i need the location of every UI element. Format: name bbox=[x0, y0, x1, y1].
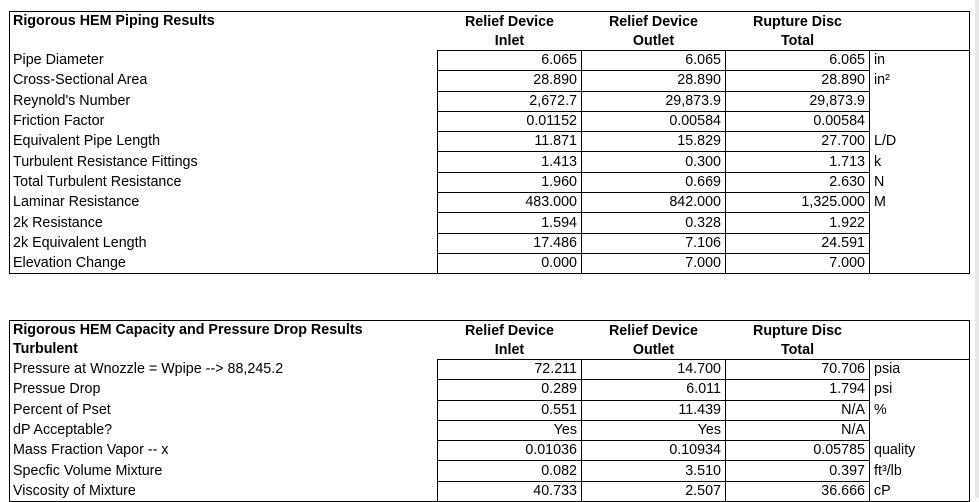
table-row bbox=[10, 380, 970, 400]
inlet-value: 17.486 bbox=[438, 233, 582, 253]
row-label: Specfic Volume Mixture bbox=[10, 461, 438, 481]
outlet-value: 6.065 bbox=[582, 51, 726, 71]
unit-label: cP bbox=[870, 481, 970, 501]
table-row bbox=[10, 253, 970, 273]
capacity-results-title: Rigorous HEM Capacity and Pressure Drop Results bbox=[10, 321, 438, 341]
row-label: Cross-Sectional Area bbox=[10, 71, 438, 91]
unit-label bbox=[870, 233, 970, 253]
header-outlet-line1: Relief Device bbox=[582, 12, 726, 32]
unit-label: in² bbox=[870, 71, 970, 91]
table-row bbox=[10, 481, 970, 501]
outlet-value: 7.000 bbox=[582, 253, 726, 273]
unit-label bbox=[870, 213, 970, 233]
total-value: 0.397 bbox=[726, 461, 870, 481]
total-value: 70.706 bbox=[726, 360, 870, 380]
inlet-value: 0.01152 bbox=[438, 111, 582, 131]
total-value: N/A bbox=[726, 420, 870, 440]
row-label: Laminar Resistance bbox=[10, 193, 438, 213]
inlet-value: 40.733 bbox=[438, 481, 582, 501]
total-value: 2.630 bbox=[726, 172, 870, 192]
outlet-value: 28.890 bbox=[582, 71, 726, 91]
inlet-value: 2,672.7 bbox=[438, 91, 582, 111]
total-value: 0.05785 bbox=[726, 441, 870, 461]
table-row bbox=[10, 172, 970, 192]
header-total-line2: Total bbox=[780, 341, 815, 358]
unit-label: quality bbox=[870, 441, 970, 461]
outlet-value: 2.507 bbox=[582, 481, 726, 501]
outlet-value: Yes bbox=[582, 420, 726, 440]
header-inlet-line1: Relief Device bbox=[438, 12, 582, 32]
table-row bbox=[10, 132, 970, 152]
unit-label: N bbox=[870, 172, 970, 192]
unit-label: L/D bbox=[870, 132, 970, 152]
row-label: 2k Equivalent Length bbox=[10, 233, 438, 253]
total-value: 0.00584 bbox=[726, 111, 870, 131]
piping-results-title: Rigorous HEM Piping Results bbox=[10, 12, 438, 32]
table-row bbox=[10, 91, 970, 111]
row-label: Total Turbulent Resistance bbox=[10, 172, 438, 192]
total-value: 1.713 bbox=[726, 152, 870, 172]
table-row bbox=[10, 233, 970, 253]
unit-label: ft³/lb bbox=[870, 461, 970, 481]
row-label: Friction Factor bbox=[10, 111, 438, 131]
inlet-value: 1.594 bbox=[438, 213, 582, 233]
unit-label bbox=[870, 111, 970, 131]
inlet-value: 1.413 bbox=[438, 152, 582, 172]
inlet-value: 483.000 bbox=[438, 193, 582, 213]
outlet-value: 0.10934 bbox=[582, 441, 726, 461]
unit-label: psia bbox=[870, 360, 970, 380]
header-inlet-line2: Inlet bbox=[494, 32, 525, 49]
capacity-results-table bbox=[9, 320, 969, 502]
table-row bbox=[10, 152, 970, 172]
header-outlet-line2: Outlet bbox=[632, 341, 675, 358]
table-row bbox=[10, 420, 970, 440]
capacity-results-subtitle: Turbulent bbox=[10, 340, 438, 360]
header-outlet-line2: Outlet bbox=[632, 32, 675, 49]
total-value: 7.000 bbox=[726, 253, 870, 273]
table-row bbox=[10, 400, 970, 420]
table-row bbox=[10, 441, 970, 461]
row-label: 2k Resistance bbox=[10, 213, 438, 233]
outlet-value: 14.700 bbox=[582, 360, 726, 380]
outlet-value: 7.106 bbox=[582, 233, 726, 253]
table-row bbox=[10, 461, 970, 481]
outlet-value: 0.300 bbox=[582, 152, 726, 172]
header-total-line2: Total bbox=[780, 32, 815, 49]
table-row bbox=[10, 360, 970, 380]
header-total-line1: Rupture Disc bbox=[726, 12, 870, 32]
inlet-value: Yes bbox=[438, 420, 582, 440]
row-label: Elevation Change bbox=[10, 253, 438, 273]
total-value: 36.666 bbox=[726, 481, 870, 501]
row-label: Equivalent Pipe Length bbox=[10, 132, 438, 152]
window-edge bbox=[975, 0, 979, 498]
table-row bbox=[10, 51, 970, 71]
unit-label: M bbox=[870, 193, 970, 213]
total-value: 6.065 bbox=[726, 51, 870, 71]
inlet-value: 11.871 bbox=[438, 132, 582, 152]
unit-label bbox=[870, 91, 970, 111]
outlet-value: 3.510 bbox=[582, 461, 726, 481]
inlet-value: 72.211 bbox=[438, 360, 582, 380]
header-inlet-line2: Inlet bbox=[494, 341, 525, 358]
inlet-value: 1.960 bbox=[438, 172, 582, 192]
table-row bbox=[10, 71, 970, 91]
total-value: N/A bbox=[726, 400, 870, 420]
outlet-value: 15.829 bbox=[582, 132, 726, 152]
row-label: Percent of Pset bbox=[10, 400, 438, 420]
inlet-value: 0.000 bbox=[438, 253, 582, 273]
header-outlet-line1: Relief Device bbox=[582, 321, 726, 341]
piping-results-table bbox=[9, 11, 969, 274]
outlet-value: 11.439 bbox=[582, 400, 726, 420]
inlet-value: 0.551 bbox=[438, 400, 582, 420]
total-value: 28.890 bbox=[726, 71, 870, 91]
outlet-value: 0.328 bbox=[582, 213, 726, 233]
outlet-value: 6.011 bbox=[582, 380, 726, 400]
total-value: 1.794 bbox=[726, 380, 870, 400]
outlet-value: 842.000 bbox=[582, 193, 726, 213]
row-label: dP Acceptable? bbox=[10, 420, 438, 440]
total-value: 29,873.9 bbox=[726, 91, 870, 111]
row-label: Mass Fraction Vapor -- x bbox=[10, 441, 438, 461]
total-value: 1.922 bbox=[726, 213, 870, 233]
row-label: Turbulent Resistance Fittings bbox=[10, 152, 438, 172]
table-row bbox=[10, 193, 970, 213]
outlet-value: 29,873.9 bbox=[582, 91, 726, 111]
outlet-value: 0.669 bbox=[582, 172, 726, 192]
inlet-value: 0.082 bbox=[438, 461, 582, 481]
total-value: 24.591 bbox=[726, 233, 870, 253]
unit-label bbox=[870, 253, 970, 273]
row-label: Pressue Drop bbox=[10, 380, 438, 400]
header-inlet-line1: Relief Device bbox=[438, 321, 582, 341]
unit-label: k bbox=[870, 152, 970, 172]
inlet-value: 0.289 bbox=[438, 380, 582, 400]
header-total-line1: Rupture Disc bbox=[726, 321, 870, 341]
row-label: Viscosity of Mixture bbox=[10, 481, 438, 501]
inlet-value: 28.890 bbox=[438, 71, 582, 91]
row-label: Pressure at Wnozzle = Wpipe --> 88,245.2 bbox=[10, 360, 438, 380]
unit-label: % bbox=[870, 400, 970, 420]
outlet-value: 0.00584 bbox=[582, 111, 726, 131]
inlet-value: 0.01036 bbox=[438, 441, 582, 461]
row-label: Pipe Diameter bbox=[10, 51, 438, 71]
inlet-value: 6.065 bbox=[438, 51, 582, 71]
total-value: 1,325.000 bbox=[726, 193, 870, 213]
total-value: 27.700 bbox=[726, 132, 870, 152]
row-label: Reynold's Number bbox=[10, 91, 438, 111]
table-row bbox=[10, 111, 970, 131]
unit-label: in bbox=[870, 51, 970, 71]
table-row bbox=[10, 213, 970, 233]
unit-label bbox=[870, 420, 970, 440]
unit-label: psi bbox=[870, 380, 970, 400]
